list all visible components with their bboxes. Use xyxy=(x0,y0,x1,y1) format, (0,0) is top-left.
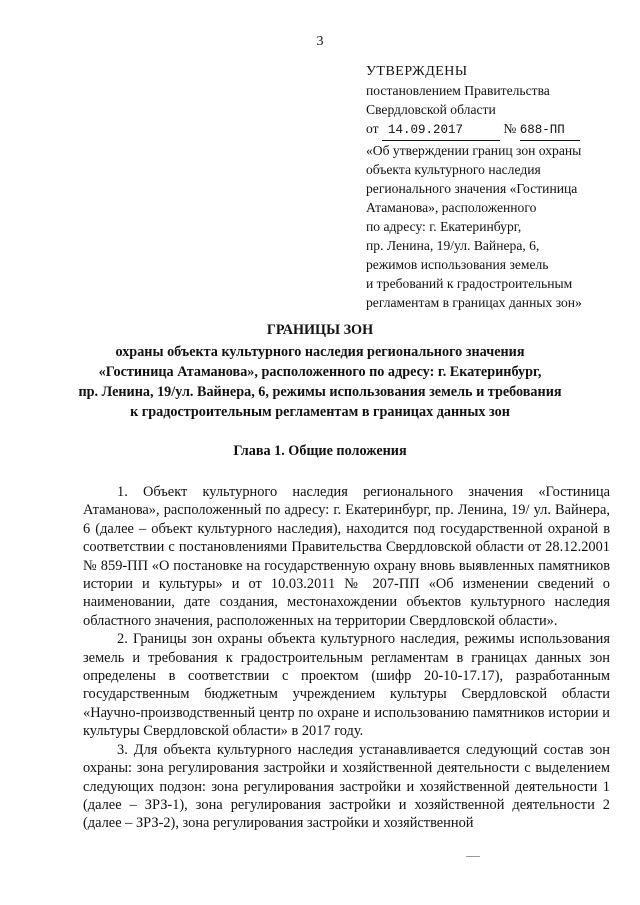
title-line: пр. Ленина, 19/ул. Вайнера, 6, режимы использования земель и требования xyxy=(78,384,562,400)
approval-line-1: постановлением Правительства xyxy=(366,83,550,98)
approval-subject-line: режимов использования земель xyxy=(366,257,549,272)
footer-mark xyxy=(466,856,480,857)
paragraph: 3. Для объекта культурного наследия устанавливается следующий состав зон охраны: зона регулирования застройки и хозяйственной деятельности с выделением следующих подзон: зона регулирования застройки и хозяйственной деятельности 1 (далее – ЗРЗ-1), зона регулирования застройки и хозяйственной деятельности 2 (далее – ЗРЗ-2), зона регулирования застройки и хозяйственной xyxy=(83,741,610,832)
title-line: к градостроительным регламентам в границах данных зон xyxy=(130,404,510,420)
approval-date-line xyxy=(366,119,616,141)
approval-subject-line: пр. Ленина, 19/ул. Вайнера, 6, xyxy=(366,238,540,253)
approval-line-2: Свердловской области xyxy=(366,102,496,117)
approval-subject-line: «Об утверждении границ зон охраны xyxy=(366,143,582,158)
approval-subject-line: регламентам в границах данных зон» xyxy=(366,295,582,310)
approval-subject-line: и требований к градостроительным xyxy=(366,276,573,291)
title-main: ГРАНИЦЫ ЗОН xyxy=(266,322,374,338)
title-line: «Гостиница Атаманова», расположенного по адресу: г. Екатеринбург, xyxy=(98,364,542,380)
number-prefix: № xyxy=(503,121,517,136)
document-title xyxy=(40,320,600,422)
approval-number: 688-ПП xyxy=(520,121,580,141)
chapter-heading: Глава 1. Общие положения xyxy=(233,443,407,459)
approval-date: 14.09.2017 xyxy=(382,121,500,141)
date-prefix: от xyxy=(366,121,379,136)
approval-heading: УТВЕРЖДЕНЫ xyxy=(366,64,468,79)
approval-subject-line: объекта культурного наследия xyxy=(366,162,541,177)
document-body xyxy=(83,483,610,833)
page-number: 3 xyxy=(316,34,324,49)
title-line: охраны объекта культурного наследия регионального значения xyxy=(115,344,525,360)
approval-subject-line: Атаманова», расположенного xyxy=(366,200,537,215)
approval-block xyxy=(366,62,616,312)
approval-subject-line: по адресу: г. Екатеринбург, xyxy=(366,219,522,234)
approval-subject xyxy=(366,141,616,312)
paragraph: 1. Объект культурного наследия регионального значения «Гостиница Атаманова», расположенный по адресу: г. Екатеринбург, пр. Ленина, 19/ ул. Вайнера, 6 (далее – объект культурного наследия), находится под государственной охраной в соответствии с постановлениями Правительства Свердловской области от 28.12.2001 № 859-ПП «О постановке на государственную охрану вновь выявленных памятников истории и культуры» и от 10.03.2011 № 207-ПП «Об изменении сведений о наименовании, дате создания, местонахождении объектов культурного наследия областного значения, расположенных на территории Свердловской области». xyxy=(83,484,610,629)
approval-subject-line: регионального значения «Гостиница xyxy=(366,181,578,196)
paragraph: 2. Границы зон охраны объекта культурного наследия, режимы использования земель и требования к градостроительным регламентам в границах данных зон определены в соответствии с проектом (шифр 20-10-17.17), разработанным государственным бюджетным учреждением культуры Свердловской области «Научно-производственный центр по охране и использованию памятников истории и культуры Свердловской области» в 2017 году. xyxy=(83,631,610,740)
